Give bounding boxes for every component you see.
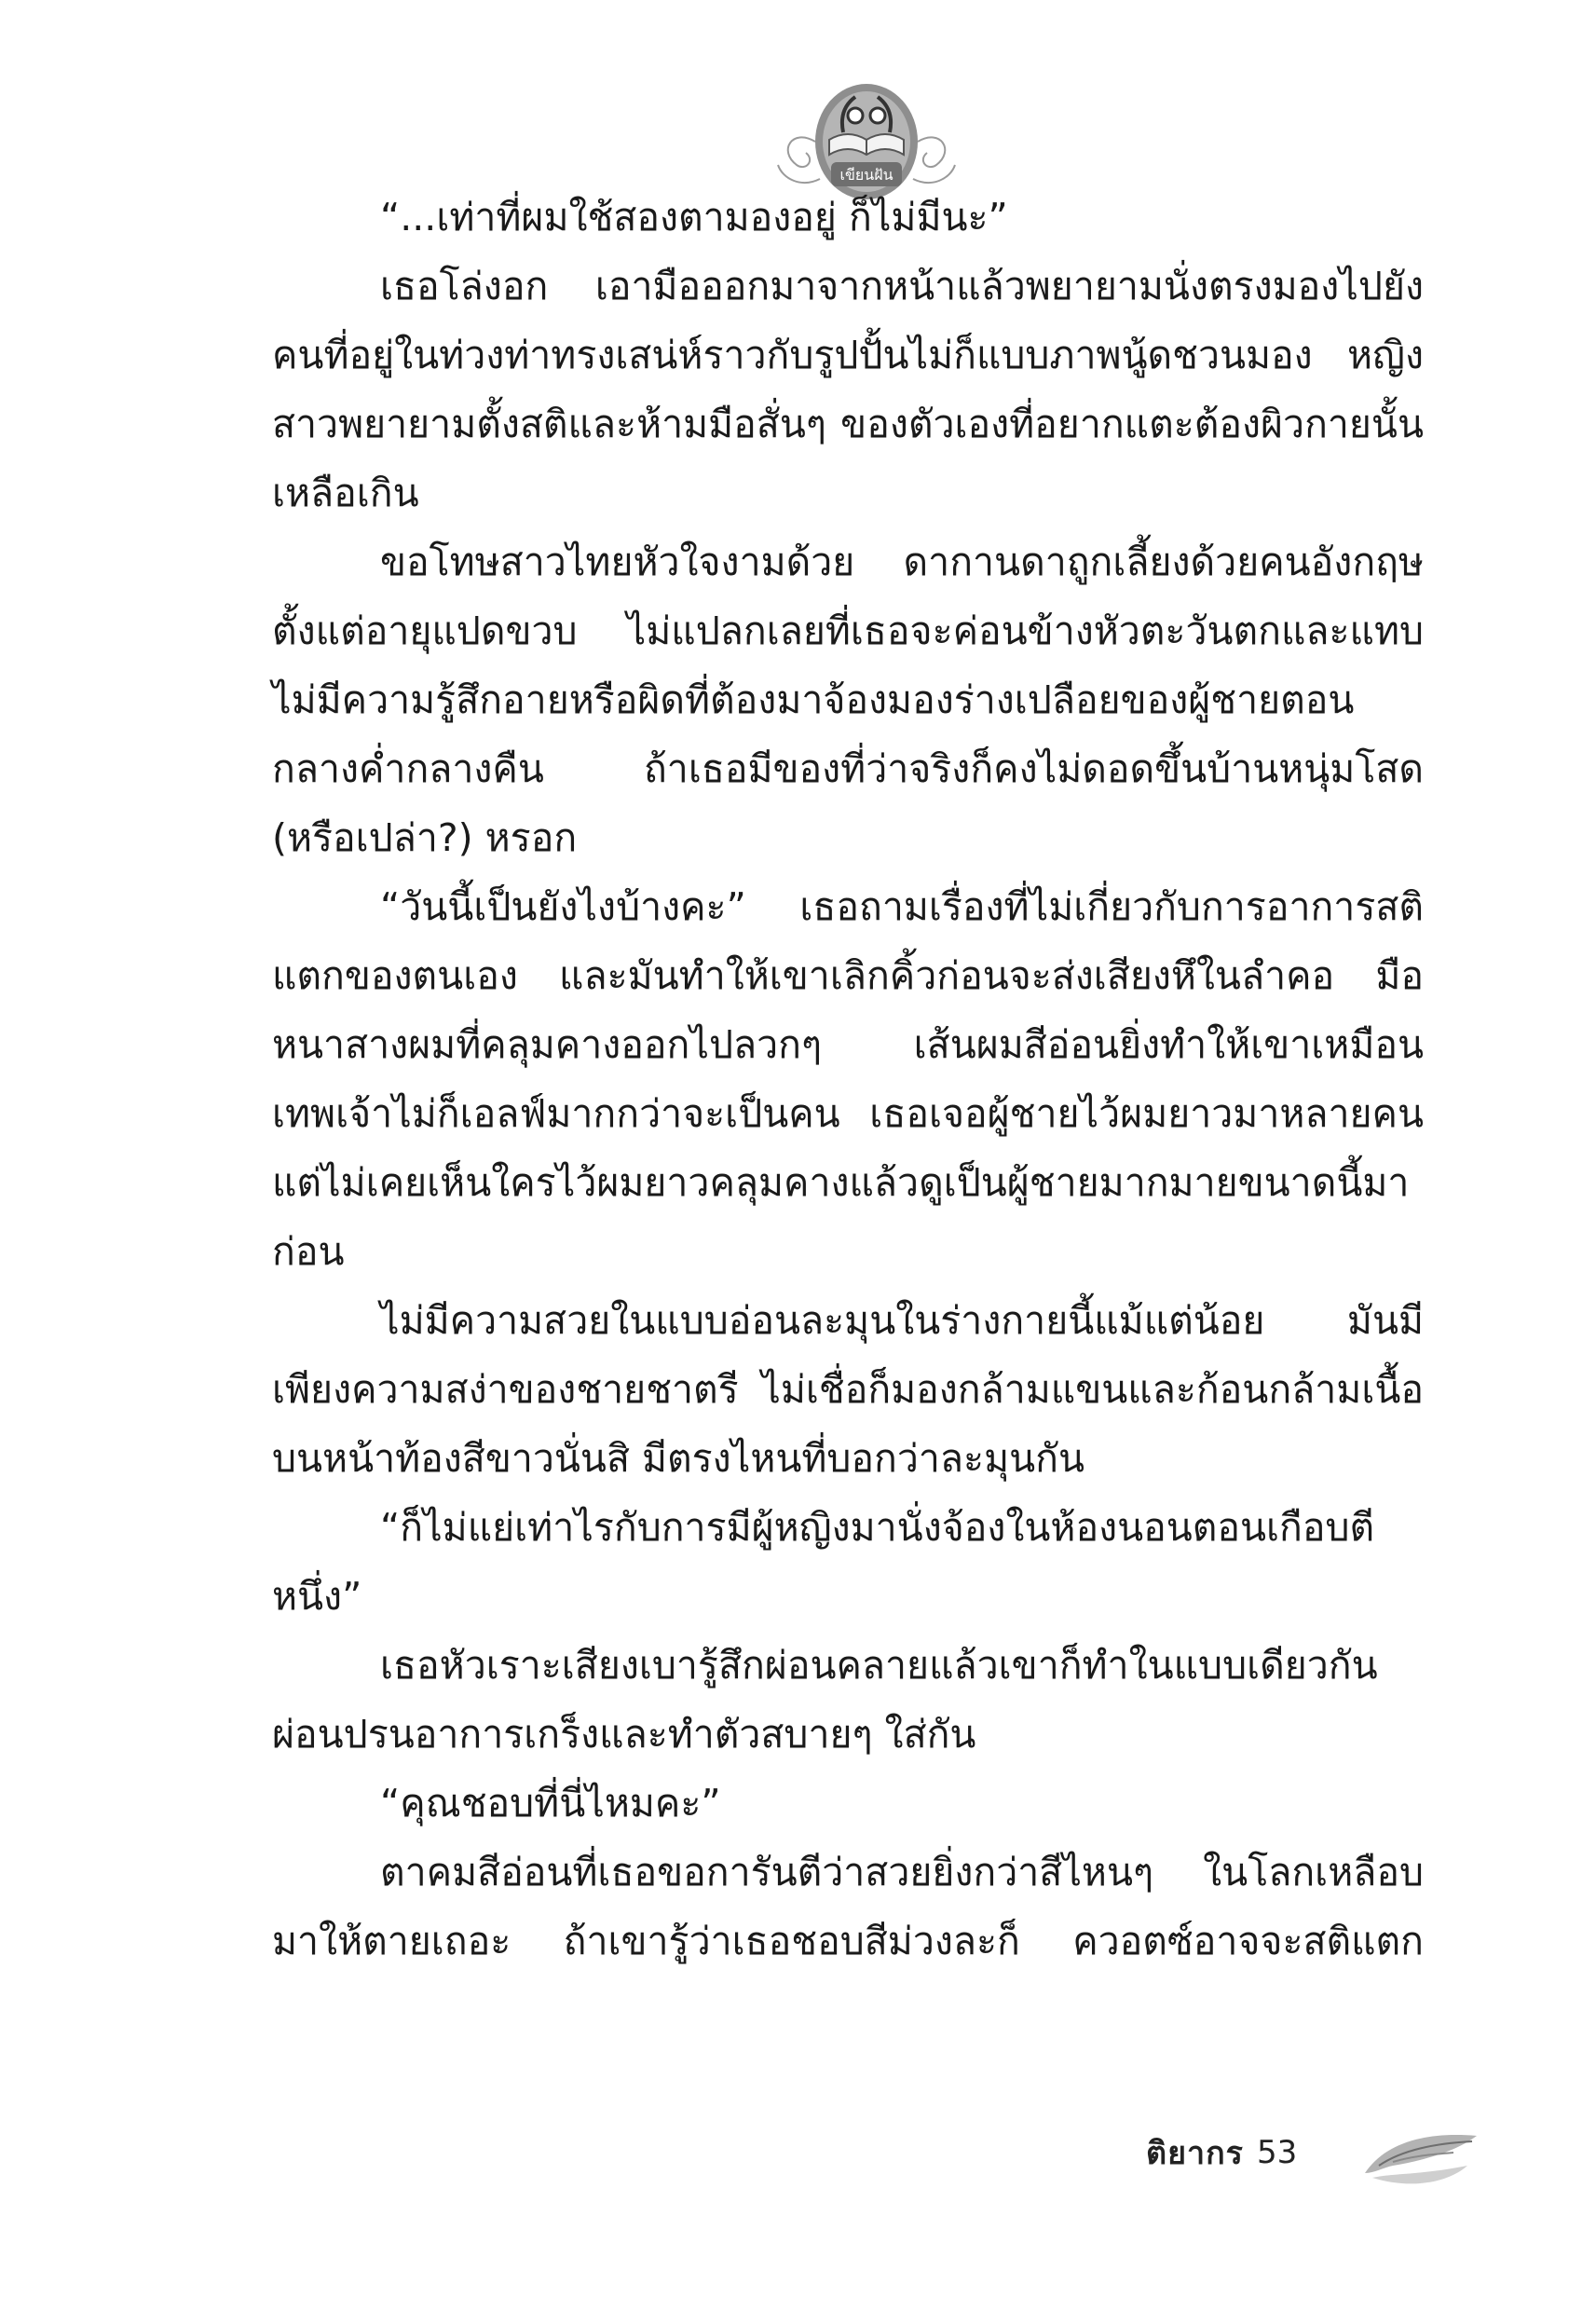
paragraph: ขอโทษสาวไทยหัวใจงามด้วย ดากานดาถูกเลี้ยงด้วยคนอังกฤษตั้งแต่อายุแปดขวบ ไม่แปลกเลยที่เธอจะค่อนข้างหัวตะวันตกและแทบไม่มีความรู้สึกอายหรือผิดที่ต้องมาจ้องมองร่างเปลือยของผู้ชายตอนกลางค่ำกลางคืน ถ้าเธอมีของที่ว่าจริงก็คงไม่ดอดขึ้นบ้านหนุ่มโสด (หรือเปล่า?) หรอก xyxy=(272,540,1424,860)
paragraph: “ก็ไม่แย่เท่าไรกับการมีผู้หญิงมานั่งจ้องในห้องนอนตอนเกือบตีหนึ่ง” xyxy=(272,1505,1375,1619)
paragraph: “...เท่าที่ผมใช้สองตามองอยู่ ก็ไม่มีนะ” xyxy=(380,195,1008,239)
paragraph: ไม่มีความสวยในแบบอ่อนละมุนในร่างกายนี้แม้แต่น้อย มันมีเพียงความสง่าของชายชาตรี ไม่เชื่อก็มองกล้ามแขนและก้อนกล้ามเนื้อบนหน้าท้องสีขาวนั่นสิ มีตรงไหนที่บอกว่าละมุนกัน xyxy=(272,1298,1424,1481)
page-footer xyxy=(1146,2111,1297,2195)
running-footer-title: ติยากร xyxy=(1146,2135,1244,2172)
page-number: 53 xyxy=(1256,2134,1298,2171)
paragraph: เธอหัวเราะเสียงเบารู้สึกผ่อนคลายแล้วเขาก็ทำในแบบเดียวกัน ผ่อนปรนอาการเกร็งและทำตัวสบายๆ ใส่กัน xyxy=(272,1643,1378,1757)
quill-ornament-icon xyxy=(1356,2108,1486,2194)
body-text xyxy=(272,183,1424,1976)
emblem-text: เขียนฝัน xyxy=(839,166,893,184)
paragraph: ตาคมสีอ่อนที่เธอขอการันตีว่าสวยยิ่งกว่าสีไหนๆ ในโลกเหลือบมาให้ตายเถอะ ถ้าเขารู้ว่าเธอชอบสีม่วงละก็ ควอตซ์อาจจะสติแตก xyxy=(272,1850,1424,1963)
paragraph: “วันนี้เป็นยังไงบ้างคะ” เธอถามเรื่องที่ไม่เกี่ยวกับการอาการสติแตกของตนเอง และมันทำให้เขาเลิกคิ้วก่อนจะส่งเสียงหึในลำคอ มือหนาสางผมที่คลุมคางออกไปลวกๆ เส้นผมสีอ่อนยิ่งทำให้เขาเหมือนเทพเจ้าไม่ก็เอลฟ์มากกว่าจะเป็นคน เธอเจอผู้ชายไว้ผมยาวมาหลายคน แต่ไม่เคยเห็นใครไว้ผมยาวคลุมคางแล้วดูเป็นผู้ชายมากมายขนาดนี้มาก่อน xyxy=(272,884,1424,1274)
paragraph: “คุณชอบที่นี่ไหมคะ” xyxy=(380,1781,721,1826)
paragraph: เธอโล่งอก เอามือออกมาจากหน้าแล้วพยายามนั่งตรงมองไปยังคนที่อยู่ในท่วงท่าทรงเสน่ห์ราวกับรูปปั้นไม่ก็แบบภาพนู้ดชวนมอง หญิงสาวพยายามตั้งสติและห้ามมือสั่นๆ ของตัวเองที่อยากแตะต้องผิวกายนั้นเหลือเกิน xyxy=(272,264,1424,515)
